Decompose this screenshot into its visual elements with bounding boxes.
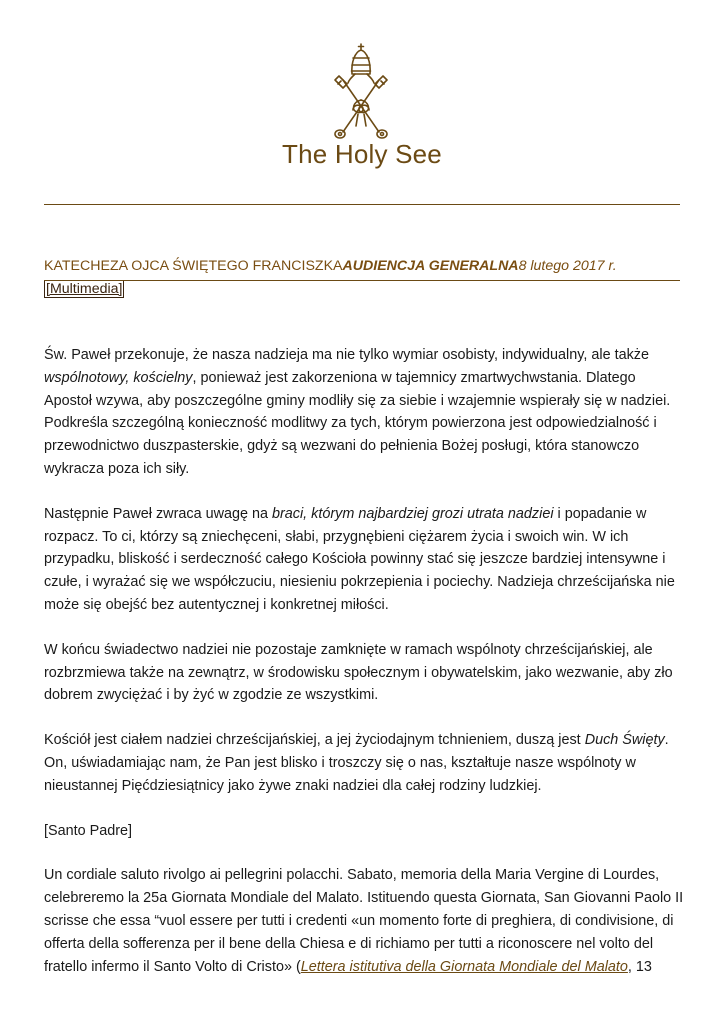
- paragraph-1: [44, 344, 684, 481]
- paragraph-4-text-a: Kościół jest ciałem nadziei chrześcijańskiej, a jej życiodajnym tchnieniem, duszą jest: [44, 732, 585, 749]
- paragraph-2-emphasis: braci, którym najbardziej grozi utrata nadziei: [271, 505, 554, 522]
- paragraph-4: [44, 729, 684, 797]
- paragraph-1-text-c: , ponieważ jest zakorzeniona w tajemnicy zmartwychwstania. Dlatego Apostoł wzywa, aby poszczególne gminy modliły się za siebie i wzajemnie wspierały się w nadziei. Podkreśla szczególną konieczność modlitwy za tych, którym powierzona jest odpowiedzialność i przewodnictwo duszpasterskie, gdyż są wezwani do pełnienia Bożej posługi, która stanowczo wykracza poza ich siły.: [44, 369, 671, 477]
- lettera-istitutiva-link[interactable]: Lettera istitutiva della Giornata Mondiale del Malato: [300, 958, 628, 975]
- article-body: [44, 344, 684, 1000]
- paragraph-6-text-a: Un cordiale saluto rivolgo ai pellegrini polacchi. Sabato, memoria della Maria Vergine di Lourdes, celebreremo la 25a Giornata Mondiale del Malato. Istituendo questa Giornata, San Giovanni Paolo II scrisse che essa “vuol essere per tutti i credenti «un momento forte di preghiera, di condivisione, di offerta della sofferenza per il bene della Chiesa e di richiamo per tutti a riconoscere nel volto del fratello infermo il Santo Volto di Cristo» (: [44, 867, 684, 975]
- paragraph-6: [44, 864, 684, 978]
- audience-title: AUDIENCJA GENERALNA: [342, 258, 519, 274]
- paragraph-4-emphasis: Duch Święty: [584, 732, 665, 749]
- header-divider: [44, 204, 680, 205]
- multimedia-link[interactable]: [Multimedia]: [46, 281, 123, 297]
- paragraph-2-text-a: Następnie Paweł zwraca uwagę na: [44, 505, 272, 522]
- paragraph-1-emphasis: wspólnotowy, kościelny: [44, 369, 193, 386]
- paragraph-2: [44, 503, 684, 617]
- paragraph-6-text-c: , 13: [627, 958, 652, 975]
- paragraph-2-text-c: i popadanie w rozpacz. To ci, którzy są zniechęceni, słabi, przygnębieni ciężarem życia i swoich win. W ich przypadku, bliskość i serdeczność całego Kościoła powinny stać się jeszcze bardziej intensywne i czułe, i wyrażać się we współczuciu, niesieniu pokrzepienia i pociechy. Nadzieja chrześcijańska nie może się obejść bez autentycznej i konkretnej miłości.: [44, 505, 675, 613]
- title-divider: [44, 280, 680, 281]
- paragraph-4-text-c: . On, uświadamiając nam, że Pan jest blisko i troszczy się o nas, kształtuje nasze wspólnoty w nieustannej Pięćdziesiątnicy jako żywe znaki nadziei dla całej rodziny ludzkiej.: [44, 732, 669, 794]
- paragraph-1-text-a: Św. Paweł przekonuje, że nasza nadzieja ma nie tylko wymiar osobisty, indywidualny, ale także: [44, 347, 649, 363]
- document-header: [44, 255, 680, 301]
- paragraph-3: W końcu świadectwo nadziei nie pozostaje zamknięte w ramach wspólnoty chrześcijańskiej, ale rozbrzmiewa także na zewnątrz, w środowisku społecznym i obywatelskim, jako wezwanie, aby zło dobrem zwyciężać i by żyć w zgodzie ze wszystkimi.: [44, 641, 673, 704]
- paragraph-5: [Santo Padre]: [44, 822, 133, 839]
- audience-date: 8 lutego 2017 r.: [518, 258, 617, 274]
- catechesis-label: KATECHEZA OJCA ŚWIĘTEGO FRANCISZKA: [44, 258, 343, 274]
- site-title[interactable]: The Holy See: [282, 139, 442, 169]
- papal-emblem-icon[interactable]: [321, 40, 401, 140]
